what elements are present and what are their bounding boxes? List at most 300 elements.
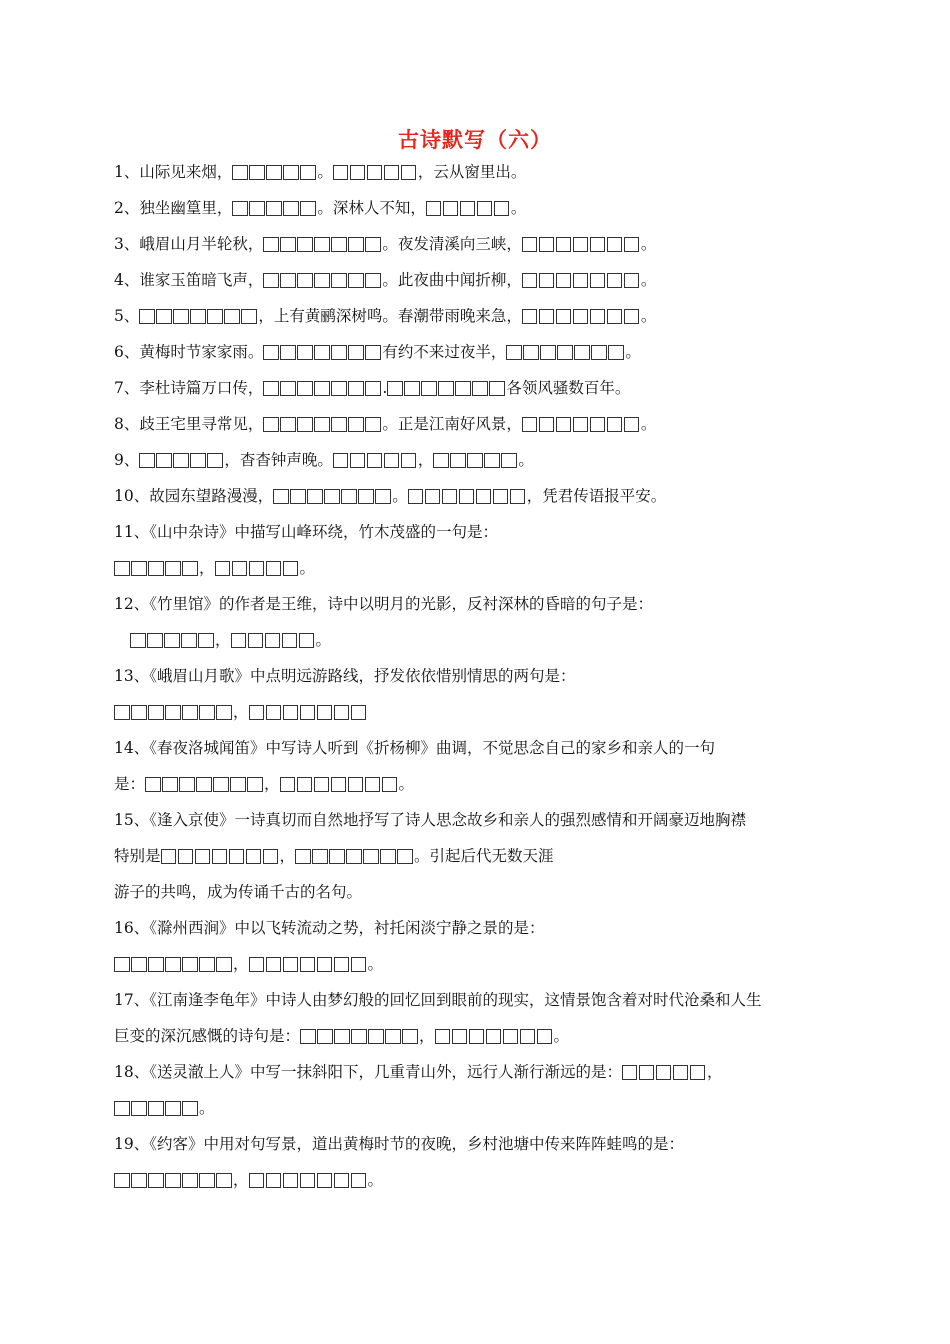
answer-box[interactable] [114, 705, 130, 720]
answer-box[interactable] [114, 561, 130, 576]
answer-blank[interactable] [145, 776, 264, 792]
answer-box[interactable] [283, 1173, 299, 1188]
answer-box[interactable] [477, 201, 493, 216]
answer-box[interactable] [216, 1173, 232, 1188]
worksheet-line [114, 1025, 569, 1047]
answer-box[interactable] [190, 453, 206, 468]
answer-box[interactable] [348, 345, 364, 360]
answer-box[interactable] [199, 1173, 215, 1188]
answer-box[interactable] [165, 561, 181, 576]
answer-box[interactable] [506, 345, 522, 360]
answer-blank[interactable] [263, 236, 382, 252]
answer-box[interactable] [178, 849, 194, 864]
answer-box[interactable] [365, 417, 381, 432]
answer-box[interactable] [195, 849, 211, 864]
answer-box[interactable] [348, 237, 364, 252]
answer-box[interactable] [300, 165, 316, 180]
answer-box[interactable] [556, 309, 572, 324]
answer-box[interactable] [402, 1029, 418, 1044]
answer-blank[interactable] [433, 452, 518, 468]
answer-box[interactable] [300, 705, 316, 720]
answer-box[interactable] [179, 777, 195, 792]
answer-box[interactable] [283, 201, 299, 216]
answer-box[interactable] [273, 489, 289, 504]
answer-box[interactable] [246, 849, 262, 864]
answer-box[interactable] [539, 417, 555, 432]
answer-box[interactable] [522, 237, 538, 252]
answer-box[interactable] [280, 381, 296, 396]
answer-box[interactable] [139, 309, 155, 324]
answer-box[interactable] [573, 309, 589, 324]
answer-box[interactable] [241, 309, 257, 324]
answer-box[interactable] [263, 849, 279, 864]
worksheet-line [114, 809, 746, 831]
answer-box[interactable] [282, 633, 298, 648]
answer-blank[interactable] [249, 956, 368, 972]
answer-box[interactable] [263, 237, 279, 252]
answer-box[interactable] [198, 633, 214, 648]
answer-box[interactable] [351, 705, 367, 720]
answer-blank[interactable] [215, 560, 300, 576]
answer-box[interactable] [148, 957, 164, 972]
answer-box[interactable] [283, 561, 299, 576]
answer-box[interactable] [314, 345, 330, 360]
line-text: ， [215, 631, 231, 649]
answer-blank[interactable] [333, 452, 418, 468]
answer-box[interactable] [540, 345, 556, 360]
answer-box[interactable] [348, 777, 364, 792]
answer-box[interactable] [385, 1029, 401, 1044]
answer-box[interactable] [216, 957, 232, 972]
answer-box[interactable] [350, 453, 366, 468]
answer-box[interactable] [539, 237, 555, 252]
answer-box[interactable] [573, 417, 589, 432]
answer-box[interactable] [280, 417, 296, 432]
answer-box[interactable] [131, 561, 147, 576]
answer-box[interactable] [590, 417, 606, 432]
answer-box[interactable] [314, 417, 330, 432]
answer-box[interactable] [404, 381, 420, 396]
answer-box[interactable] [384, 453, 400, 468]
answer-box[interactable] [156, 309, 172, 324]
answer-box[interactable] [164, 633, 180, 648]
answer-box[interactable] [232, 561, 248, 576]
answer-box[interactable] [266, 957, 282, 972]
answer-box[interactable] [249, 561, 265, 576]
answer-box[interactable] [182, 1173, 198, 1188]
answer-box[interactable] [673, 1065, 689, 1080]
answer-box[interactable] [161, 849, 177, 864]
answer-box[interactable] [573, 273, 589, 288]
answer-box[interactable] [367, 453, 383, 468]
answer-box[interactable] [297, 417, 313, 432]
answer-box[interactable] [489, 381, 505, 396]
answer-box[interactable] [523, 345, 539, 360]
answer-blank[interactable] [139, 452, 224, 468]
answer-box[interactable] [590, 309, 606, 324]
answer-box[interactable] [130, 633, 146, 648]
answer-box[interactable] [334, 1029, 350, 1044]
answer-blank[interactable] [426, 200, 511, 216]
answer-box[interactable] [199, 705, 215, 720]
answer-box[interactable] [574, 345, 590, 360]
answer-box[interactable] [300, 957, 316, 972]
answer-box[interactable] [622, 1065, 638, 1080]
answer-box[interactable] [297, 777, 313, 792]
answer-box[interactable] [368, 1029, 384, 1044]
answer-box[interactable] [341, 489, 357, 504]
answer-blank[interactable] [435, 1028, 554, 1044]
answer-box[interactable] [426, 201, 442, 216]
answer-blank[interactable] [522, 308, 641, 324]
line-text: 。 [518, 451, 534, 469]
answer-box[interactable] [266, 165, 282, 180]
answer-box[interactable] [314, 777, 330, 792]
answer-box[interactable] [329, 849, 345, 864]
answer-box[interactable] [459, 489, 475, 504]
answer-blank[interactable] [114, 704, 233, 720]
answer-box[interactable] [331, 237, 347, 252]
answer-box[interactable] [266, 201, 282, 216]
answer-box[interactable] [307, 489, 323, 504]
answer-box[interactable] [232, 201, 248, 216]
answer-blank[interactable] [231, 632, 316, 648]
answer-box[interactable] [556, 417, 572, 432]
answer-box[interactable] [348, 417, 364, 432]
answer-box[interactable] [556, 273, 572, 288]
answer-box[interactable] [387, 381, 403, 396]
answer-box[interactable] [510, 489, 526, 504]
answer-box[interactable] [375, 489, 391, 504]
answer-box[interactable] [382, 777, 398, 792]
answer-box[interactable] [148, 705, 164, 720]
answer-box[interactable] [573, 237, 589, 252]
answer-box[interactable] [249, 705, 265, 720]
answer-box[interactable] [522, 417, 538, 432]
answer-blank[interactable] [139, 308, 258, 324]
answer-box[interactable] [162, 777, 178, 792]
answer-box[interactable] [351, 1029, 367, 1044]
line-text: 。 [553, 1027, 570, 1045]
answer-box[interactable] [537, 1029, 553, 1044]
answer-box[interactable] [460, 201, 476, 216]
answer-box[interactable] [503, 1029, 519, 1044]
answer-box[interactable] [358, 489, 374, 504]
answer-box[interactable] [607, 417, 623, 432]
answer-box[interactable] [283, 705, 299, 720]
answer-blank[interactable] [232, 164, 317, 180]
answer-box[interactable] [131, 1173, 147, 1188]
answer-box[interactable] [539, 273, 555, 288]
answer-box[interactable] [348, 381, 364, 396]
answer-box[interactable] [229, 849, 245, 864]
answer-box[interactable] [182, 957, 198, 972]
answer-box[interactable] [216, 705, 232, 720]
answer-blank[interactable] [622, 1064, 707, 1080]
answer-box[interactable] [283, 165, 299, 180]
answer-box[interactable] [224, 309, 240, 324]
answer-box[interactable] [295, 849, 311, 864]
answer-box[interactable] [280, 273, 296, 288]
answer-box[interactable] [442, 489, 458, 504]
answer-box[interactable] [690, 1065, 706, 1080]
answer-box[interactable] [131, 705, 147, 720]
answer-box[interactable] [331, 777, 347, 792]
answer-box[interactable] [452, 1029, 468, 1044]
answer-blank[interactable] [273, 488, 392, 504]
line-text: . [382, 379, 388, 397]
answer-box[interactable] [365, 237, 381, 252]
answer-box[interactable] [147, 633, 163, 648]
answer-box[interactable] [367, 165, 383, 180]
answer-box[interactable] [280, 237, 296, 252]
answer-box[interactable] [249, 1173, 265, 1188]
answer-box[interactable] [114, 1173, 130, 1188]
answer-box[interactable] [182, 561, 198, 576]
answer-box[interactable] [114, 1101, 130, 1116]
answer-blank[interactable] [263, 272, 382, 288]
answer-box[interactable] [312, 849, 328, 864]
answer-box[interactable] [624, 309, 640, 324]
answer-box[interactable] [401, 453, 417, 468]
answer-box[interactable] [215, 561, 231, 576]
answer-box[interactable] [607, 237, 623, 252]
answer-box[interactable] [469, 1029, 485, 1044]
answer-box[interactable] [145, 777, 161, 792]
answer-box[interactable] [484, 453, 500, 468]
answer-box[interactable] [333, 453, 349, 468]
answer-box[interactable] [331, 417, 347, 432]
answer-box[interactable] [486, 1029, 502, 1044]
answer-box[interactable] [363, 849, 379, 864]
answer-box[interactable] [348, 273, 364, 288]
worksheet-line [114, 989, 761, 1011]
answer-box[interactable] [350, 165, 366, 180]
answer-box[interactable] [230, 777, 246, 792]
answer-box[interactable] [522, 309, 538, 324]
answer-box[interactable] [131, 1101, 147, 1116]
answer-box[interactable] [213, 777, 229, 792]
answer-blank[interactable] [263, 344, 382, 360]
answer-box[interactable] [280, 777, 296, 792]
answer-box[interactable] [232, 165, 248, 180]
answer-box[interactable] [331, 345, 347, 360]
answer-blank[interactable] [280, 776, 399, 792]
answer-box[interactable] [317, 705, 333, 720]
answer-box[interactable] [522, 273, 538, 288]
answer-box[interactable] [165, 705, 181, 720]
answer-box[interactable] [591, 345, 607, 360]
answer-box[interactable] [190, 309, 206, 324]
answer-box[interactable] [624, 273, 640, 288]
answer-blank[interactable] [522, 416, 641, 432]
answer-box[interactable] [365, 345, 381, 360]
answer-blank[interactable] [130, 632, 215, 648]
answer-box[interactable] [397, 849, 413, 864]
answer-box[interactable] [263, 345, 279, 360]
line-text: 12、《竹里馆》的作者是王维，诗中以明月的光影，反衬深林的昏暗的句子是： [114, 595, 653, 613]
answer-box[interactable] [300, 1029, 316, 1044]
answer-box[interactable] [324, 489, 340, 504]
answer-blank[interactable] [263, 380, 382, 396]
answer-blank[interactable] [249, 1172, 368, 1188]
answer-box[interactable] [297, 345, 313, 360]
answer-box[interactable] [173, 453, 189, 468]
answer-box[interactable] [501, 453, 517, 468]
answer-blank[interactable] [408, 488, 527, 504]
answer-box[interactable] [148, 1101, 164, 1116]
answer-blank[interactable] [522, 272, 641, 288]
answer-box[interactable] [266, 705, 282, 720]
answer-blank[interactable] [333, 164, 418, 180]
answer-box[interactable] [248, 633, 264, 648]
answer-box[interactable] [207, 453, 223, 468]
answer-box[interactable] [401, 165, 417, 180]
answer-box[interactable] [556, 237, 572, 252]
answer-box[interactable] [333, 165, 349, 180]
answer-box[interactable] [263, 381, 279, 396]
answer-box[interactable] [351, 957, 367, 972]
answer-box[interactable] [297, 273, 313, 288]
worksheet-line [114, 233, 656, 255]
answer-box[interactable] [156, 453, 172, 468]
worksheet-line [114, 701, 368, 723]
answer-box[interactable] [467, 453, 483, 468]
answer-box[interactable] [266, 1173, 282, 1188]
answer-blank[interactable] [114, 1100, 199, 1116]
answer-box[interactable] [438, 381, 454, 396]
answer-box[interactable] [607, 273, 623, 288]
answer-box[interactable] [365, 381, 381, 396]
answer-box[interactable] [608, 345, 624, 360]
answer-box[interactable] [476, 489, 492, 504]
answer-box[interactable] [624, 237, 640, 252]
answer-box[interactable] [299, 633, 315, 648]
answer-box[interactable] [557, 345, 573, 360]
answer-box[interactable] [165, 957, 181, 972]
answer-box[interactable] [365, 273, 381, 288]
answer-box[interactable] [182, 1101, 198, 1116]
answer-box[interactable] [283, 957, 299, 972]
line-text: ， [264, 775, 280, 793]
answer-box[interactable] [380, 849, 396, 864]
answer-box[interactable] [425, 489, 441, 504]
answer-box[interactable] [334, 957, 350, 972]
answer-box[interactable] [656, 1065, 672, 1080]
answer-box[interactable] [317, 1173, 333, 1188]
answer-blank[interactable] [114, 560, 199, 576]
answer-box[interactable] [297, 237, 313, 252]
answer-box[interactable] [231, 633, 247, 648]
answer-box[interactable] [435, 1029, 451, 1044]
answer-blank[interactable] [300, 1028, 419, 1044]
answer-box[interactable] [148, 1173, 164, 1188]
answer-box[interactable] [314, 273, 330, 288]
answer-box[interactable] [433, 453, 449, 468]
answer-box[interactable] [207, 309, 223, 324]
answer-box[interactable] [263, 273, 279, 288]
answer-box[interactable] [280, 345, 296, 360]
answer-blank[interactable] [295, 848, 414, 864]
answer-box[interactable] [494, 201, 510, 216]
answer-box[interactable] [181, 633, 197, 648]
answer-box[interactable] [249, 201, 265, 216]
answer-box[interactable] [263, 417, 279, 432]
answer-blank[interactable] [522, 236, 641, 252]
answer-box[interactable] [334, 705, 350, 720]
line-text: 。 [367, 1171, 384, 1189]
answer-box[interactable] [607, 309, 623, 324]
answer-box[interactable] [590, 237, 606, 252]
answer-box[interactable] [539, 309, 555, 324]
line-text: ， [417, 451, 434, 469]
answer-box[interactable] [297, 381, 313, 396]
answer-blank[interactable] [114, 1172, 233, 1188]
answer-box[interactable] [317, 957, 333, 972]
answer-box[interactable] [472, 381, 488, 396]
answer-box[interactable] [139, 453, 155, 468]
answer-box[interactable] [165, 1173, 181, 1188]
answer-box[interactable] [300, 1173, 316, 1188]
answer-box[interactable] [331, 273, 347, 288]
answer-box[interactable] [331, 381, 347, 396]
answer-box[interactable] [421, 381, 437, 396]
answer-box[interactable] [182, 705, 198, 720]
answer-box[interactable] [314, 381, 330, 396]
answer-box[interactable] [639, 1065, 655, 1080]
answer-box[interactable] [351, 1173, 367, 1188]
answer-blank[interactable] [161, 848, 280, 864]
answer-box[interactable] [249, 957, 265, 972]
line-text: ， [233, 703, 249, 721]
answer-box[interactable] [450, 453, 466, 468]
answer-blank[interactable] [114, 956, 233, 972]
answer-box[interactable] [114, 957, 130, 972]
answer-box[interactable] [266, 561, 282, 576]
answer-box[interactable] [493, 489, 509, 504]
answer-box[interactable] [247, 777, 263, 792]
answer-box[interactable] [212, 849, 228, 864]
answer-box[interactable] [408, 489, 424, 504]
answer-box[interactable] [455, 381, 471, 396]
answer-box[interactable] [365, 777, 381, 792]
answer-box[interactable] [384, 165, 400, 180]
answer-box[interactable] [165, 1101, 181, 1116]
answer-box[interactable] [199, 957, 215, 972]
answer-blank[interactable] [387, 380, 506, 396]
answer-box[interactable] [346, 849, 362, 864]
answer-box[interactable] [334, 1173, 350, 1188]
answer-box[interactable] [443, 201, 459, 216]
answer-box[interactable] [300, 201, 316, 216]
answer-box[interactable] [624, 417, 640, 432]
answer-box[interactable] [196, 777, 212, 792]
answer-box[interactable] [131, 957, 147, 972]
answer-box[interactable] [290, 489, 306, 504]
answer-box[interactable] [314, 237, 330, 252]
answer-blank[interactable] [232, 200, 317, 216]
answer-blank[interactable] [263, 416, 382, 432]
answer-box[interactable] [590, 273, 606, 288]
answer-box[interactable] [520, 1029, 536, 1044]
answer-blank[interactable] [506, 344, 625, 360]
answer-box[interactable] [317, 1029, 333, 1044]
answer-box[interactable] [265, 633, 281, 648]
answer-blank[interactable] [249, 704, 368, 720]
answer-box[interactable] [173, 309, 189, 324]
answer-box[interactable] [249, 165, 265, 180]
answer-box[interactable] [148, 561, 164, 576]
